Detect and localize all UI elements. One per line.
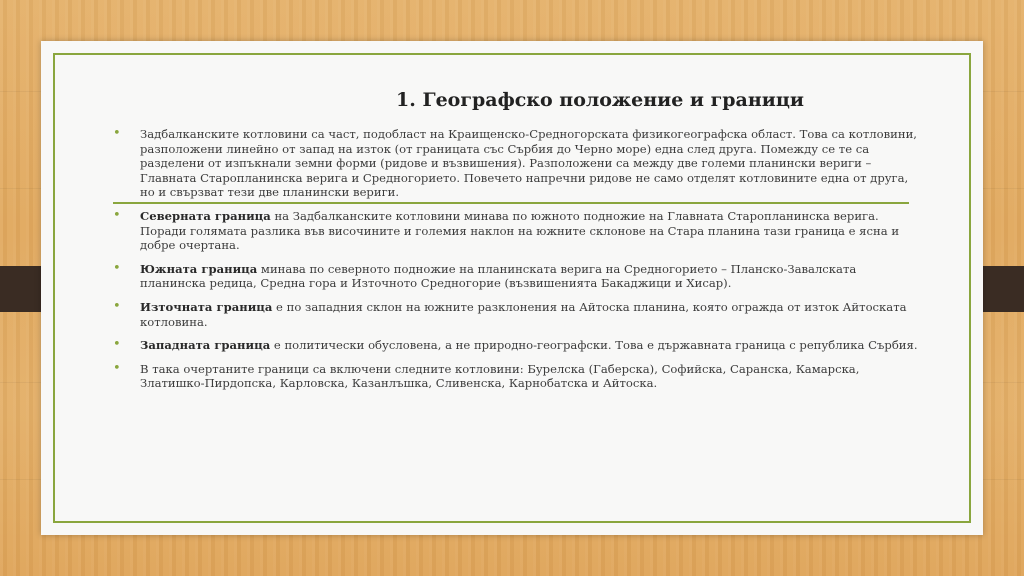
bullet-item xyxy=(113,300,918,329)
bullet-text: е по западния склон на южните разклонения на Айтоска планина, която огражда от изток Айтоската котловина. xyxy=(140,299,907,329)
slide-title: 1. Географско положение и граници xyxy=(396,89,804,111)
bullet-item xyxy=(113,362,918,391)
bullet-icon: • xyxy=(113,360,121,376)
bullet-item xyxy=(113,209,918,253)
bullet-text: е политически обусловена, а не природно-географски. Това е държавната граница с република Сърбия. xyxy=(270,338,918,353)
bullet-bold: Южната граница xyxy=(140,261,258,276)
bullet-text: Задбалканските котловини са част, подобласт на Краищенско-Средногорската физикогеографска област. Това са котловини, разположени линейно от запад на изток (от границата със Сърбия до Черно море) една след друга. Помежду се те са разделени от изпъкнали земни форми (ридове и възвишения). Разположени са между две големи планински вериги – Главната Старопланинска верига и Средногорието. Повечето напречни ридове не само отделят котловините една от друга, но и свързват тези две планински вериги. xyxy=(140,127,917,200)
bullet-icon: • xyxy=(113,126,121,141)
divider-line xyxy=(113,202,909,204)
bullet-item xyxy=(113,262,918,291)
bullet-bold: Източната граница xyxy=(140,299,273,314)
slide-canvas xyxy=(41,41,983,535)
bullet-text: В така очертаните граници са включени следните котловини: Бурелска (Габерска), Софийска, Саранска, Камарска, Златишко-Пирдопска, Карловска, Казанлъшка, Сливенска, Карнобатска и Айтоска. xyxy=(140,361,860,391)
bullet-text: на Задбалканските котловини минава по южното подножие на Главната Старопланинска верига. Поради голямата разлика във височините и големия наклон на южните склонове на Стара планина тази граница е ясна и добре очертана. xyxy=(140,208,900,253)
bullet-icon: • xyxy=(113,337,121,353)
bullet-item xyxy=(113,338,918,353)
bullet-bold: Северната граница xyxy=(140,208,271,223)
bullet-text: минава по северното подножие на планинската верига на Средногорието – Планско-Завалската планинска редица, Средна гора и Източното Средногорие (възвишенията Бакаджици и Хисар). xyxy=(140,261,857,291)
bullet-icon: • xyxy=(113,207,121,223)
bullet-list xyxy=(113,127,918,400)
bullet-item xyxy=(113,127,918,200)
bullet-icon: • xyxy=(113,298,121,314)
bullet-bold: Западната граница xyxy=(140,338,271,353)
bullet-icon: • xyxy=(113,260,121,276)
